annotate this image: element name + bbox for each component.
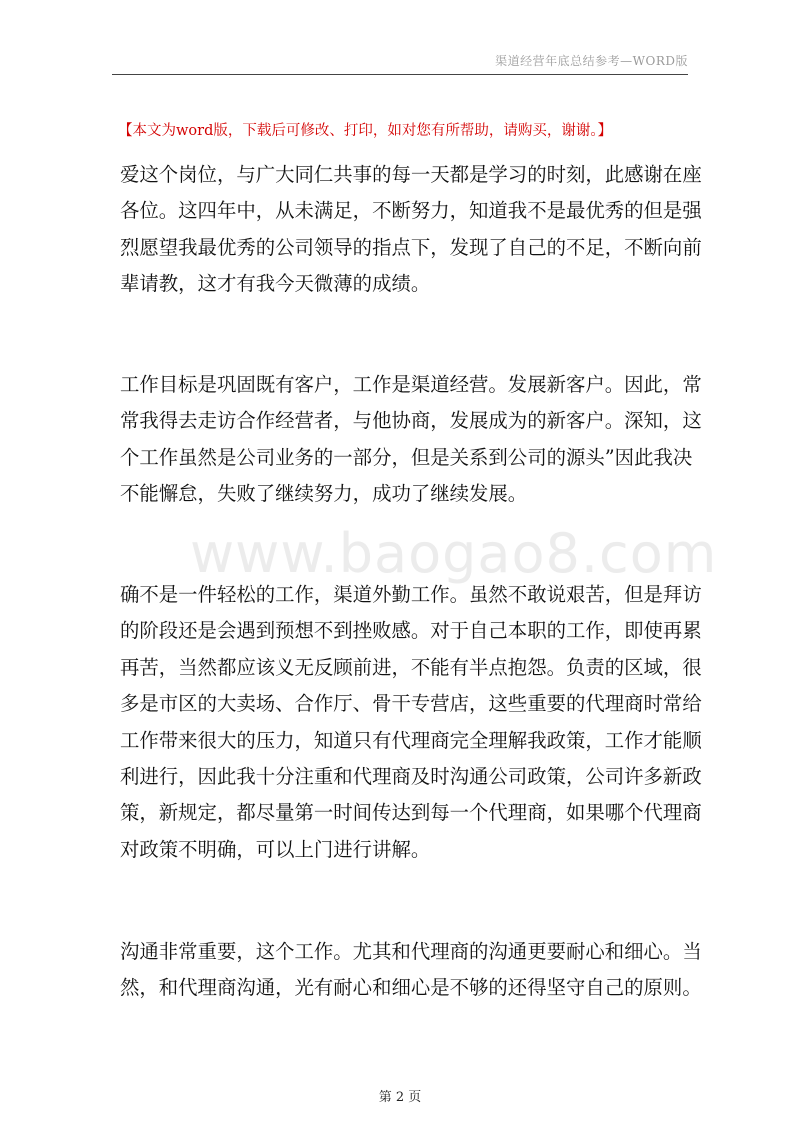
paragraph-line: 沟通非常重要，这个工作。尤其和代理商的沟通更要耐心和细心。当	[120, 940, 702, 963]
paragraph-line: 爱这个岗位，与广大同仁共事的每一天都是学习的时刻，此感谢在座	[120, 163, 702, 186]
paragraph-line: 再苦，当然都应该义无反顾前进，不能有半点抱怨。负责的区域，很	[120, 655, 702, 679]
paragraph-line: 利进行，因此我十分注重和代理商及时沟通公司政策，公司许多新政	[120, 765, 702, 789]
paragraph-line: 烈愿望我最优秀的公司领导的指点下，发现了自己的不足，不断向前	[120, 235, 702, 259]
paragraph-3	[120, 577, 702, 868]
paragraph-1	[120, 157, 702, 303]
paragraph-line: 确不是一件轻松的工作，渠道外勤工作。虽然不敢说艰苦，但是拜访	[120, 583, 702, 606]
paragraph-line: 工作目标是巩固既有客户，工作是渠道经营。发展新客户。因此，常	[120, 373, 702, 396]
paragraph-line: 辈请教，这才有我今天微薄的成绩。	[120, 272, 431, 296]
paragraph-4	[120, 934, 702, 1007]
paragraph-line: 不能懈怠，失败了继续努力，成功了继续发展。	[120, 482, 528, 506]
document-header-title: 渠道经营年底总结参考—WORD版	[495, 54, 688, 68]
paragraph-line: 各位。这四年中，从未满足，不断努力，知道我不是最优秀的但是强	[120, 199, 702, 223]
paragraph-line: 工作带来很大的压力，知道只有代理商完全理解我政策，工作才能顺	[120, 728, 702, 752]
paragraph-line: 的阶段还是会遇到预想不到挫败感。对于自己本职的工作，即使再累	[120, 619, 702, 643]
header-divider	[112, 74, 688, 75]
page-number: 第 2 页	[378, 1090, 422, 1105]
purchase-notice: 【本文为word版，下载后可修改、打印，如对您有所帮助，请购买，谢谢。】	[118, 123, 613, 139]
paragraph-line: 多是市区的大卖场、合作厅、骨干专营店，这些重要的代理商时常给	[120, 692, 702, 716]
paragraph-line: 个工作虽然是公司业务的一部分，但是关系到公司的源头”因此我决	[120, 445, 693, 469]
watermark: www.baogao8.com	[190, 522, 718, 585]
paragraph-line: 策，新规定，都尽量第一时间传达到每一个代理商，如果哪个代理商	[120, 801, 702, 825]
paragraph-2	[120, 367, 702, 513]
paragraph-line: 对政策不明确，可以上门进行讲解。	[120, 837, 431, 861]
paragraph-line: 然，和代理商沟通，光有耐心和细心是不够的还得坚守自己的原则。	[120, 976, 702, 1000]
paragraph-line: 常我得去走访合作经营者，与他协商，发展成为的新客户。深知，这	[120, 409, 702, 433]
